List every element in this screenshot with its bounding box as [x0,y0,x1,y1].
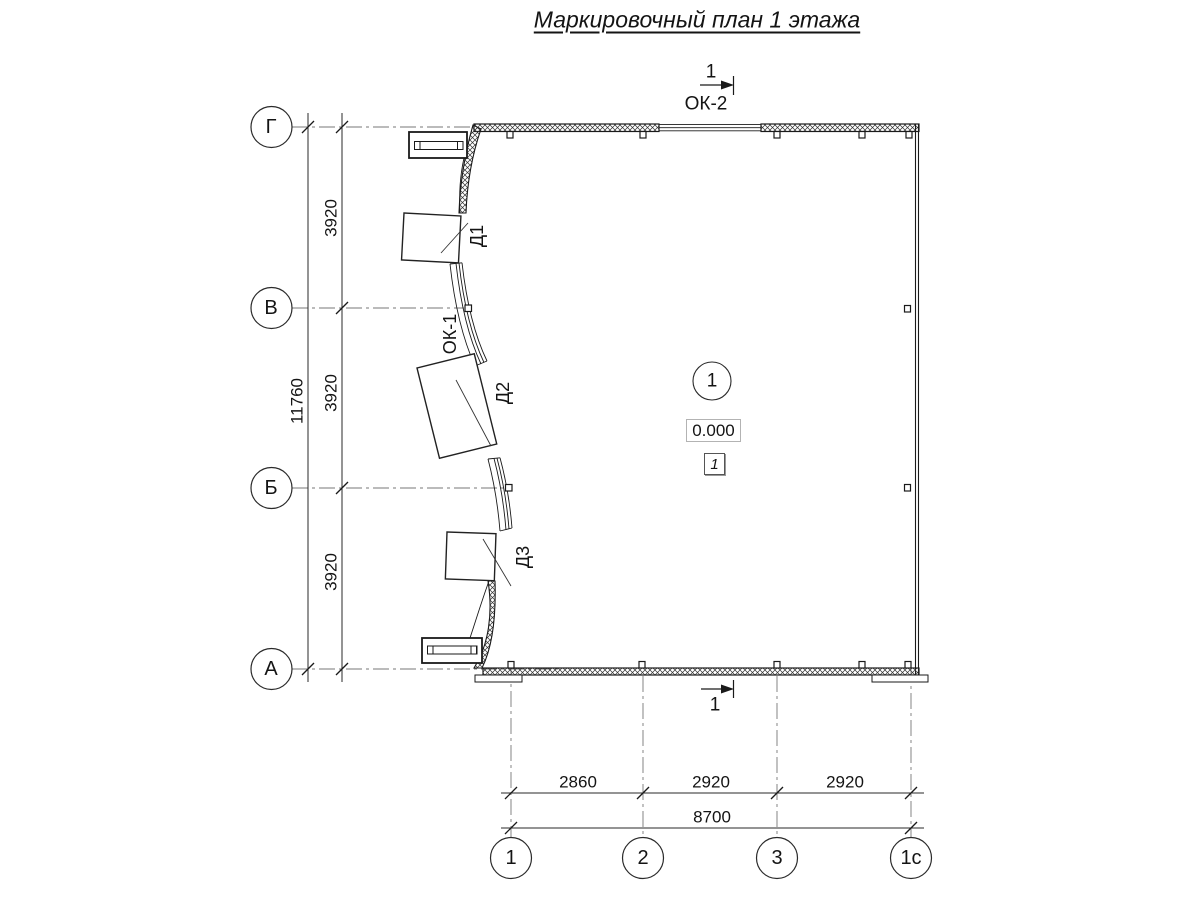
elevation-mark [686,419,741,442]
footing-left [475,675,522,682]
window-ok2-label: ОК-2 [684,93,728,115]
axis-lines [292,127,911,837]
dimension-ticks [302,121,917,834]
window-label-ok1: ОК-1 [440,313,460,355]
door-label-d3: Д3 [513,545,533,569]
axis-label-1c: 1с [900,847,922,869]
room-type-box [704,453,725,475]
top-wall-left [474,124,659,132]
wall-markers [465,132,912,669]
room-number: 1 [706,370,718,392]
axis-label-2: 2 [637,847,649,869]
top-wall-right [761,124,919,132]
grid-bubbles [251,107,932,879]
axis-label-a: А [264,658,278,680]
axis-label-g: Г [265,116,277,138]
dim-left-overall: 11760 [287,377,307,425]
dim-bottom-overall: 8700 [693,807,731,827]
window-ok2 [659,124,761,132]
door-leaf-d1 [402,213,461,263]
window-strip-lower [488,458,512,531]
dimension-lines [308,113,924,828]
door-label-d1: Д1 [467,224,487,248]
porch-detail-bottom [422,638,482,663]
axis-label-v: В [264,297,278,319]
right-wall [916,124,919,675]
section-number-top: 1 [705,61,717,83]
dim-bottom-segment-2: 2920 [692,772,730,792]
elevation-value: 0.000 [692,420,735,440]
room-type-number: 1 [710,455,719,473]
axis-label-1: 1 [505,847,517,869]
dim-left-segment-2: 3920 [321,374,341,412]
drawing-title: Маркировочный план 1 этажа [533,6,861,33]
axis-label-b: Б [264,477,278,499]
footing-right [872,675,928,682]
axis-label-3: 3 [771,847,783,869]
dim-left-segment-1: 3920 [321,199,341,237]
door-leaf-d3 [445,532,496,581]
dim-bottom-segment-1: 2860 [559,772,597,792]
dim-left-segment-3: 3920 [321,553,341,591]
section-number-bottom: 1 [709,694,721,716]
porch-detail-top [409,132,467,158]
bottom-wall [483,668,919,675]
dim-bottom-segment-3: 2920 [826,772,864,792]
door-leaf-d2 [417,354,497,459]
door-label-d2: Д2 [493,381,513,405]
